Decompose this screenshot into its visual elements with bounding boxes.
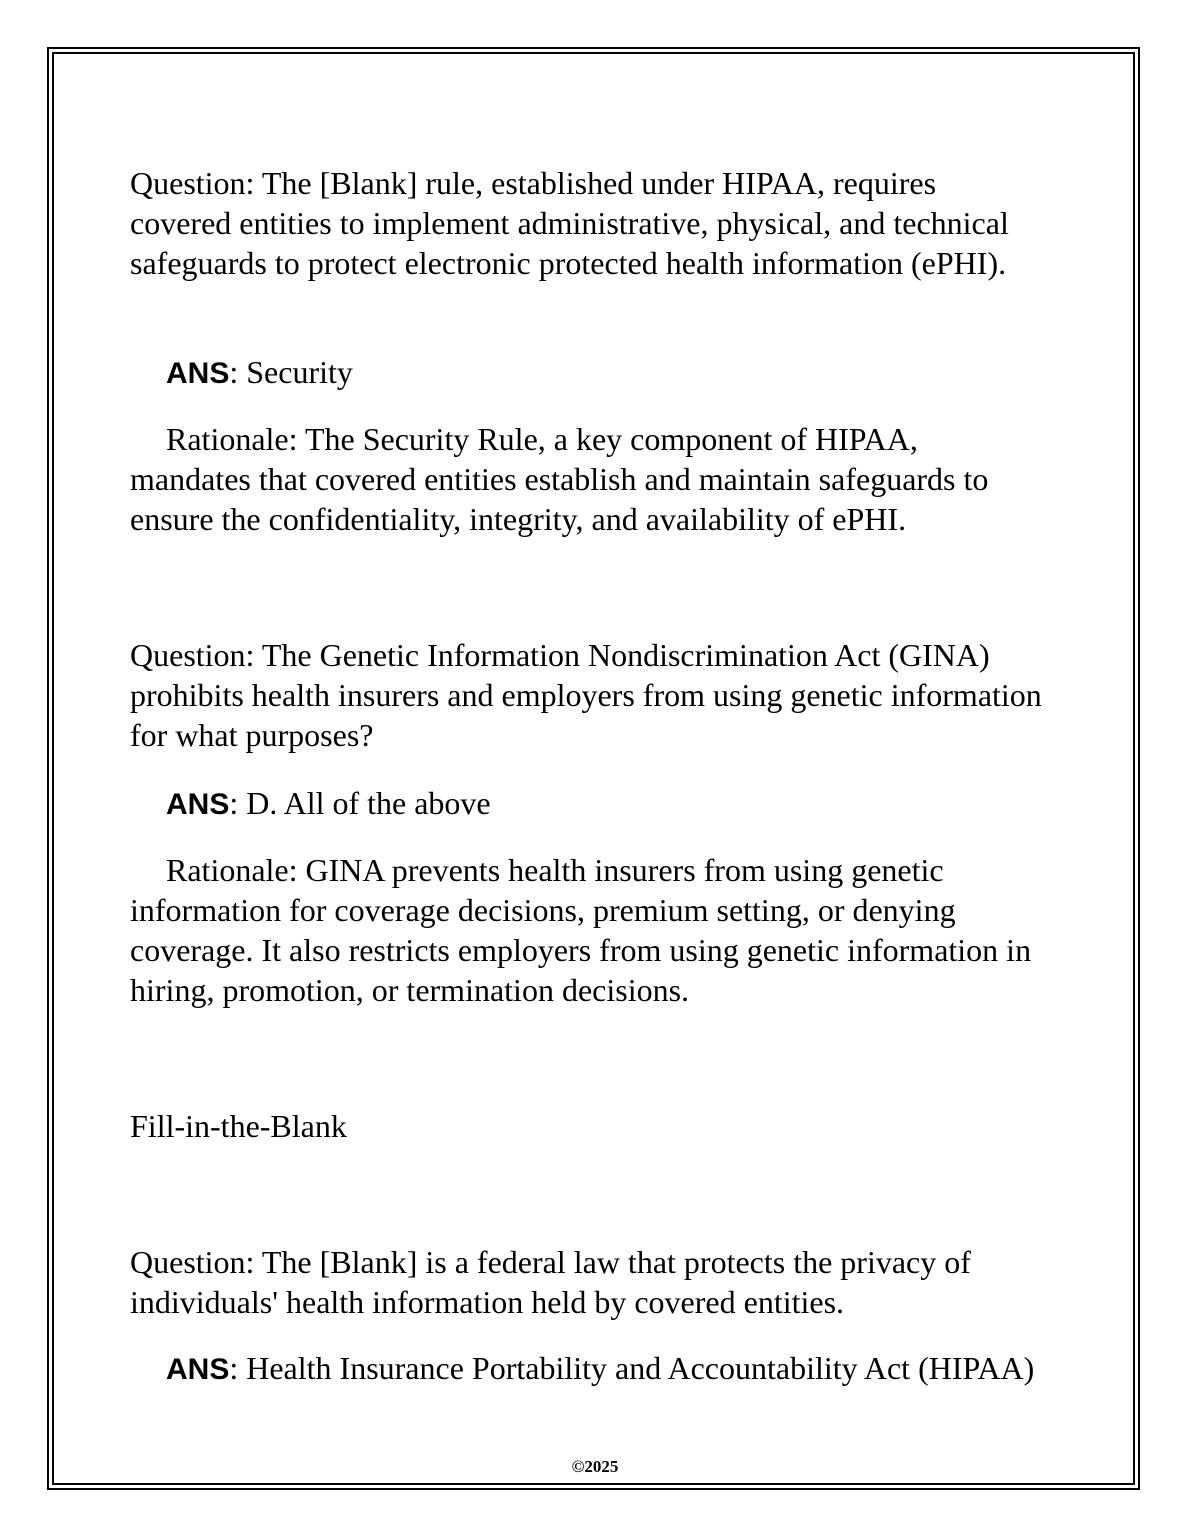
rationale-2: Rationale: GINA prevents health insurers from using genetic information for coverage decisions, premium setting, or denying coverage. It also restricts employers from using genetic information in hiring, promotion, or termination decisions. bbox=[130, 852, 1032, 1008]
answer-text: : Health Insurance Portability and Accountability Act (HIPAA) bbox=[229, 1350, 1035, 1386]
copyright-footer: ©2025 bbox=[571, 1457, 619, 1476]
ans-label: ANS bbox=[166, 1353, 230, 1386]
ans-label: ANS bbox=[166, 788, 230, 821]
question-1: Question: The [Blank] rule, established under HIPAA, requires covered entities to implement administrative, physical, and technical safeguards to protect electronic protected health information (ePHI). bbox=[130, 165, 1009, 281]
answer-text: : D. All of the above bbox=[229, 785, 491, 821]
question-3: Question: The [Blank] is a federal law that protects the privacy of individuals' health information held by covered entities. bbox=[130, 1244, 971, 1320]
answer-2 bbox=[130, 783, 1045, 825]
answer-text: : Security bbox=[229, 354, 353, 390]
question-2: Question: The Genetic Information Nondiscrimination Act (GINA) prohibits health insurers and employers from using genetic information for what purposes? bbox=[130, 637, 1042, 753]
answer-1 bbox=[130, 352, 1045, 394]
answer-3 bbox=[130, 1348, 1045, 1390]
rationale-1: Rationale: The Security Rule, a key component of HIPAA, mandates that covered entities establish and maintain safeguards to ensure the confidentiality, integrity, and availability of ePHI. bbox=[130, 421, 989, 537]
ans-label: ANS bbox=[166, 357, 230, 390]
section-heading: Fill-in-the-Blank bbox=[130, 1108, 347, 1144]
